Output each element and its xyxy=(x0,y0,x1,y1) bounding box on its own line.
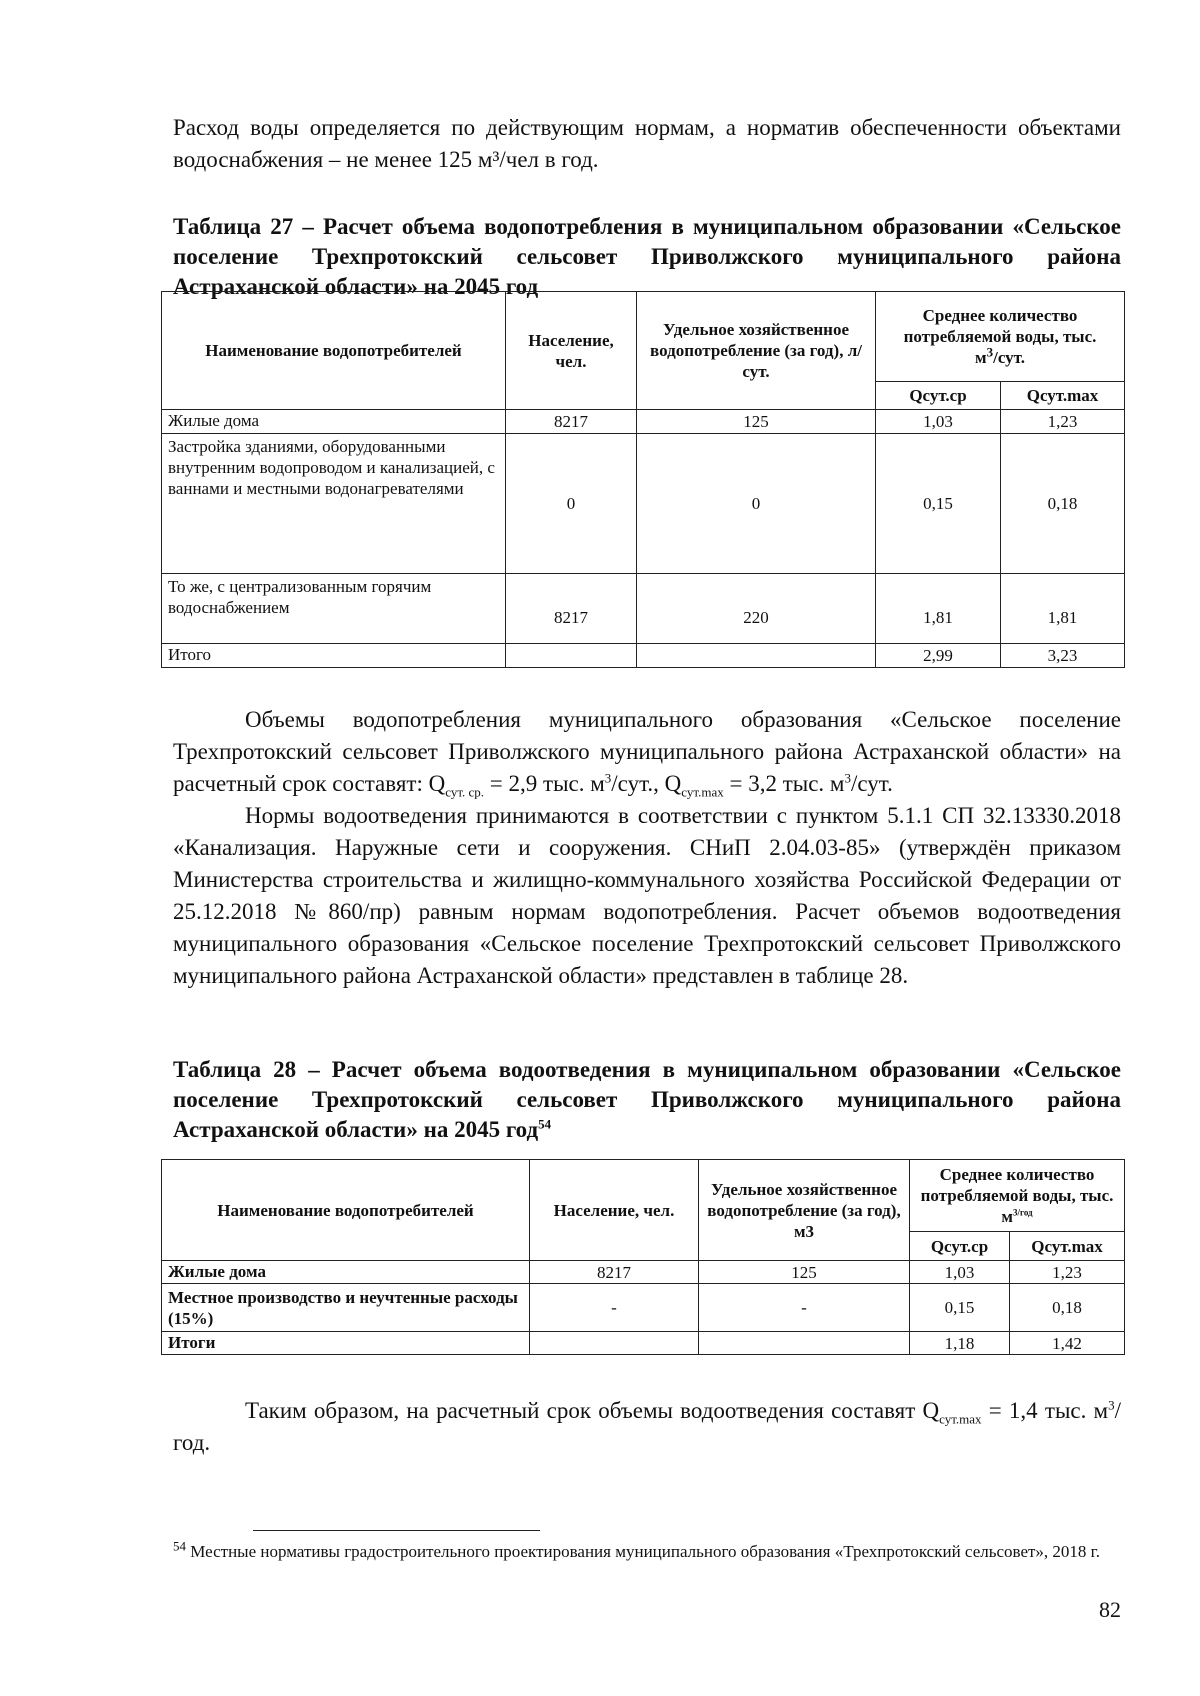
row-specific: 0 xyxy=(637,434,876,574)
row-q-max: 0,18 xyxy=(1010,1284,1125,1332)
row-specific: 220 xyxy=(637,574,876,644)
row-q-avg: 2,99 xyxy=(876,644,1001,668)
col-header-name: Наименование водопотребителей xyxy=(162,292,506,410)
col-header-avg: Среднее количество потребляемой воды, тыс. $м^3$/сут. xyxy=(876,292,1125,382)
row-q-max: 1,23 xyxy=(1001,410,1125,434)
row-q-max: 3,23 xyxy=(1001,644,1125,668)
row-name: Жилые дома xyxy=(162,1261,530,1284)
col-header-q-max: Qсут.max xyxy=(1001,382,1125,410)
row-specific xyxy=(699,1332,910,1355)
row-population xyxy=(530,1332,699,1355)
paragraph-water-consumption: Объемы водопотребления муниципального образования «Сельское поселение Трехпротокский сельсовет Приволжского муниципального района Астраханской области» на расчетный срок составят: $Q_{сут. ср.} = 2,9$ тыс. $м^3$/сут., $Q_{сут.max} = 3,2$ тыс. $м^3$/сут. xyxy=(173,707,1121,800)
row-specific: 125 xyxy=(637,410,876,434)
col-header-population: Население, чел. xyxy=(506,292,637,410)
table-row xyxy=(162,1284,1125,1332)
row-population: 8217 xyxy=(530,1261,699,1284)
col-header-specific: Удельное хозяйственное водопотребление (за год), л/сут. xyxy=(637,292,876,410)
col-header-avg: Среднее количество потребляемой воды, тыс. $м^{3/год}$ xyxy=(910,1160,1125,1232)
table28 xyxy=(161,1159,1125,1355)
row-q-avg: 1,81 xyxy=(876,574,1001,644)
row-name: Местное производство и неучтенные расходы (15%) xyxy=(162,1284,530,1332)
unit-line: $м^3$/сут. xyxy=(975,344,1025,367)
row-population xyxy=(506,644,637,668)
col-header-population: Население, чел. xyxy=(530,1160,699,1261)
row-population: 0 xyxy=(506,434,637,574)
table-row xyxy=(162,644,1125,668)
row-specific: - xyxy=(699,1284,910,1332)
row-specific xyxy=(637,644,876,668)
paragraph-drainage-norms: Нормы водоотведения принимаются в соответствии с пунктом 5.1.1 СП 32.13330.2018 «Канализация. Наружные сети и сооружения. СНиП 2.04.03-85» (утверждён приказом Министерства строительства и жилищно-коммунального хозяйства Российской Федерации от 25.12.2018 №860/пр) равным нормам водопотребления. Расчет объемов водоотведения муниципального образования «Сельское поселение Трехпротокский сельсовет Приволжского муниципального района Астраханской области» представлен в таблице 28. xyxy=(173,803,1121,988)
footnote: $^{54}$ Местные нормативы градостроительного проектирования муниципального образования «Трехпротокский сельсовет», 2018 г. xyxy=(173,1538,1100,1561)
table-row xyxy=(162,410,1125,434)
col-header-q-avg: Qсут.ср xyxy=(876,382,1001,410)
row-q-avg: 1,03 xyxy=(910,1261,1010,1284)
row-q-avg: 1,18 xyxy=(910,1332,1010,1355)
row-q-max: 0,18 xyxy=(1001,434,1125,574)
row-population: 8217 xyxy=(506,574,637,644)
footnote-marker: 54 xyxy=(173,1538,186,1554)
row-q-max: 1,23 xyxy=(1010,1261,1125,1284)
page-number: 82 xyxy=(1099,1597,1121,1622)
table28-caption: Таблица 28 – Расчет объема водоотведения в муниципальном образовании «Сельское поселение Трехпротокский сельсовет Приволжского муниципального района Астраханской области» на 2045 год$^{54}$ xyxy=(173,1057,1121,1142)
intro-paragraph: Расход воды определяется по действующим нормам, а норматив обеспеченности объектами водоснабжения – не менее 125 м³/чел в год. xyxy=(173,115,1121,172)
table27 xyxy=(161,291,1125,668)
table-row xyxy=(162,434,1125,574)
table-row xyxy=(162,1332,1125,1355)
col-header-specific: Удельное хозяйственное водопотребление (за год), м3 xyxy=(699,1160,910,1261)
row-name: Застройка зданиями, оборудованными внутренним водопроводом и канализацией, с ваннами и местными водонагревателями xyxy=(162,434,506,574)
row-q-avg: 0,15 xyxy=(876,434,1001,574)
row-q-max: 1,81 xyxy=(1001,574,1125,644)
col-header-q-max: Qсут.max xyxy=(1010,1232,1125,1261)
row-name: Итого xyxy=(162,644,506,668)
row-specific: 125 xyxy=(699,1261,910,1284)
col-header-name: Наименование водопотребителей xyxy=(162,1160,530,1261)
row-q-avg: 1,03 xyxy=(876,410,1001,434)
row-name: То же, с централизованным горячим водоснабжением xyxy=(162,574,506,644)
footnote-separator xyxy=(253,1530,540,1531)
row-population: - xyxy=(530,1284,699,1332)
paragraph-conclusion: Таким образом, на расчетный срок объемы водоотведения составят $Q_{сут.max} = 1,4$ тыс. $м^3$/год. xyxy=(173,1397,1121,1455)
row-q-avg: 0,15 xyxy=(910,1284,1010,1332)
row-name: Жилые дома xyxy=(162,410,506,434)
table-row xyxy=(162,1261,1125,1284)
row-name: Итоги xyxy=(162,1332,530,1355)
col-header-q-avg: Qсут.ср xyxy=(910,1232,1010,1261)
table-row xyxy=(162,574,1125,644)
row-population: 8217 xyxy=(506,410,637,434)
row-q-max: 1,42 xyxy=(1010,1332,1125,1355)
table27-caption: Таблица 27 – Расчет объема водопотребления в муниципальном образовании «Сельское поселение Трехпротокский сельсовет Приволжского муниципального района Астраханской области» на 2045 год xyxy=(173,214,1121,299)
